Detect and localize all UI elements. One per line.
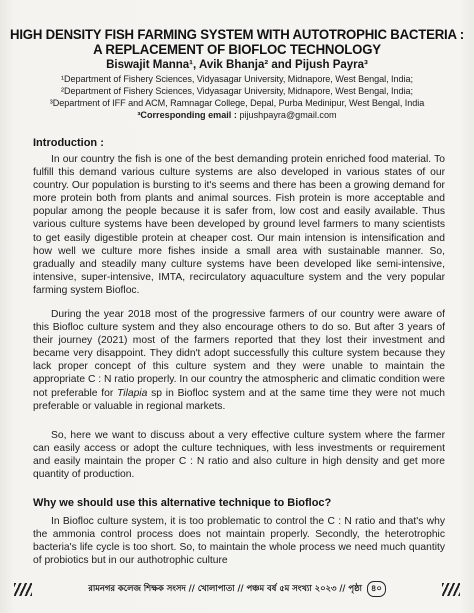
corresponding-email-address: pijushpayra@gmail.com <box>239 110 337 120</box>
affiliation-3: ³Department of IFF and ACM, Ramnagar College, Depal, Purba Medinipur, West Bengal, India <box>49 98 425 108</box>
paragraph-text: In Biofloc culture system, it is too problematic to control the C : N ratio and that's why the ammonia control process does not maintain properly. Secondly, the heterotrophic bacteria's life cycle is too short. So, to maintain the whole process we need much quantity of probiotics but in our authotrophic culture <box>33 516 445 567</box>
paragraph-text: In our country the fish is one of the best demanding protein enriched food material. To fulfill this demand various culture systems are also developed in various states of our country. Our population is bursting to it's seems and there has been a growing demand for more protein both from plants and animal sources. Fish protein is more acceptable and popular among the people because it is safer from, low cost and easily available. Thus various culture systems have been developed by ground level farmers to many scientists to get easily digestible protein at cheaper cost. Our main intension is intensification and how well we culture more fishes inside a small area with sustainable manner. So, gradually and steadily many culture systems have been developed like semi-intensive, intensive, super-intensive, IMTA, recirculatory aquaculture system and the very popular farming system Biofloc. <box>33 154 445 296</box>
species-name-italic: Tilapia <box>117 387 148 399</box>
why-paragraph-1 <box>33 515 445 567</box>
paragraph-text-part: During the year 2018 most of the progressive farmers of our country were aware of this Biofloc culture system and they also encourage others to do so. But after 3 years of their journey (2021) most of the farmers reported that they lost their investment and became very disappoint. They didn't adopt successfully this culture system because they lack proper concept of this culture system and they were unable to maintain the appropriate C : N ratio properly. In our country the atmospheric and climatic condition were not preferable for <box>33 309 445 399</box>
footer-journal-info <box>32 581 442 597</box>
paragraph-text <box>33 308 445 413</box>
introduction-heading: Introduction : <box>33 137 104 149</box>
footer-hatch-left-decoration <box>14 583 32 596</box>
why-alternative-heading: Why we should use this alternative technique to Biofloc? <box>33 497 332 509</box>
affiliation-1: ¹Department of Fishery Sciences, Vidyasagar University, Midnapore, West Bengal, India; <box>60 74 414 84</box>
page-number: ৪০ <box>367 581 386 597</box>
corresponding-email <box>0 110 474 120</box>
corresponding-email-label: ³Corresponding email : <box>137 110 237 120</box>
paragraph-text-part: sp in Biofloc system and at the same time they were not much preferable or valuable in regional markets. <box>33 387 445 412</box>
affiliation-2: ²Department of Fishery Sciences, Vidyasagar University, Midnapore, West Bengal, India; <box>60 86 414 96</box>
article-title-line-2: A REPLACEMENT OF BIOFLOC TECHNOLOGY <box>93 41 381 58</box>
intro-paragraph-1 <box>33 153 445 297</box>
paragraph-text: So, here we want to discuss about a very effective culture system where the farmer can easily access or adopt the culture techniques, with less investments or requirement and easily maintain the proper C : N ratio and also culture in high density and get more quantity of production. <box>33 430 445 481</box>
footer-hatch-right-decoration <box>442 583 460 596</box>
intro-paragraph-3 <box>33 429 445 481</box>
journal-footer <box>14 581 460 597</box>
footer-text: রামনগর কলেজ শিক্ষক সংসদ // খোলাপাতা // পঞ্চম বর্ষ ৫ম সংখ্যা ২০২৩ // পৃষ্ঠা <box>88 583 362 593</box>
intro-paragraph-2 <box>33 308 445 413</box>
author-list: Biswajit Manna¹, Avik Bhanja² and Pijush Payra³ <box>106 59 368 71</box>
article-title-line-1: HIGH DENSITY FISH FARMING SYSTEM WITH AUTOTROPHIC BACTERIA : <box>10 26 464 43</box>
